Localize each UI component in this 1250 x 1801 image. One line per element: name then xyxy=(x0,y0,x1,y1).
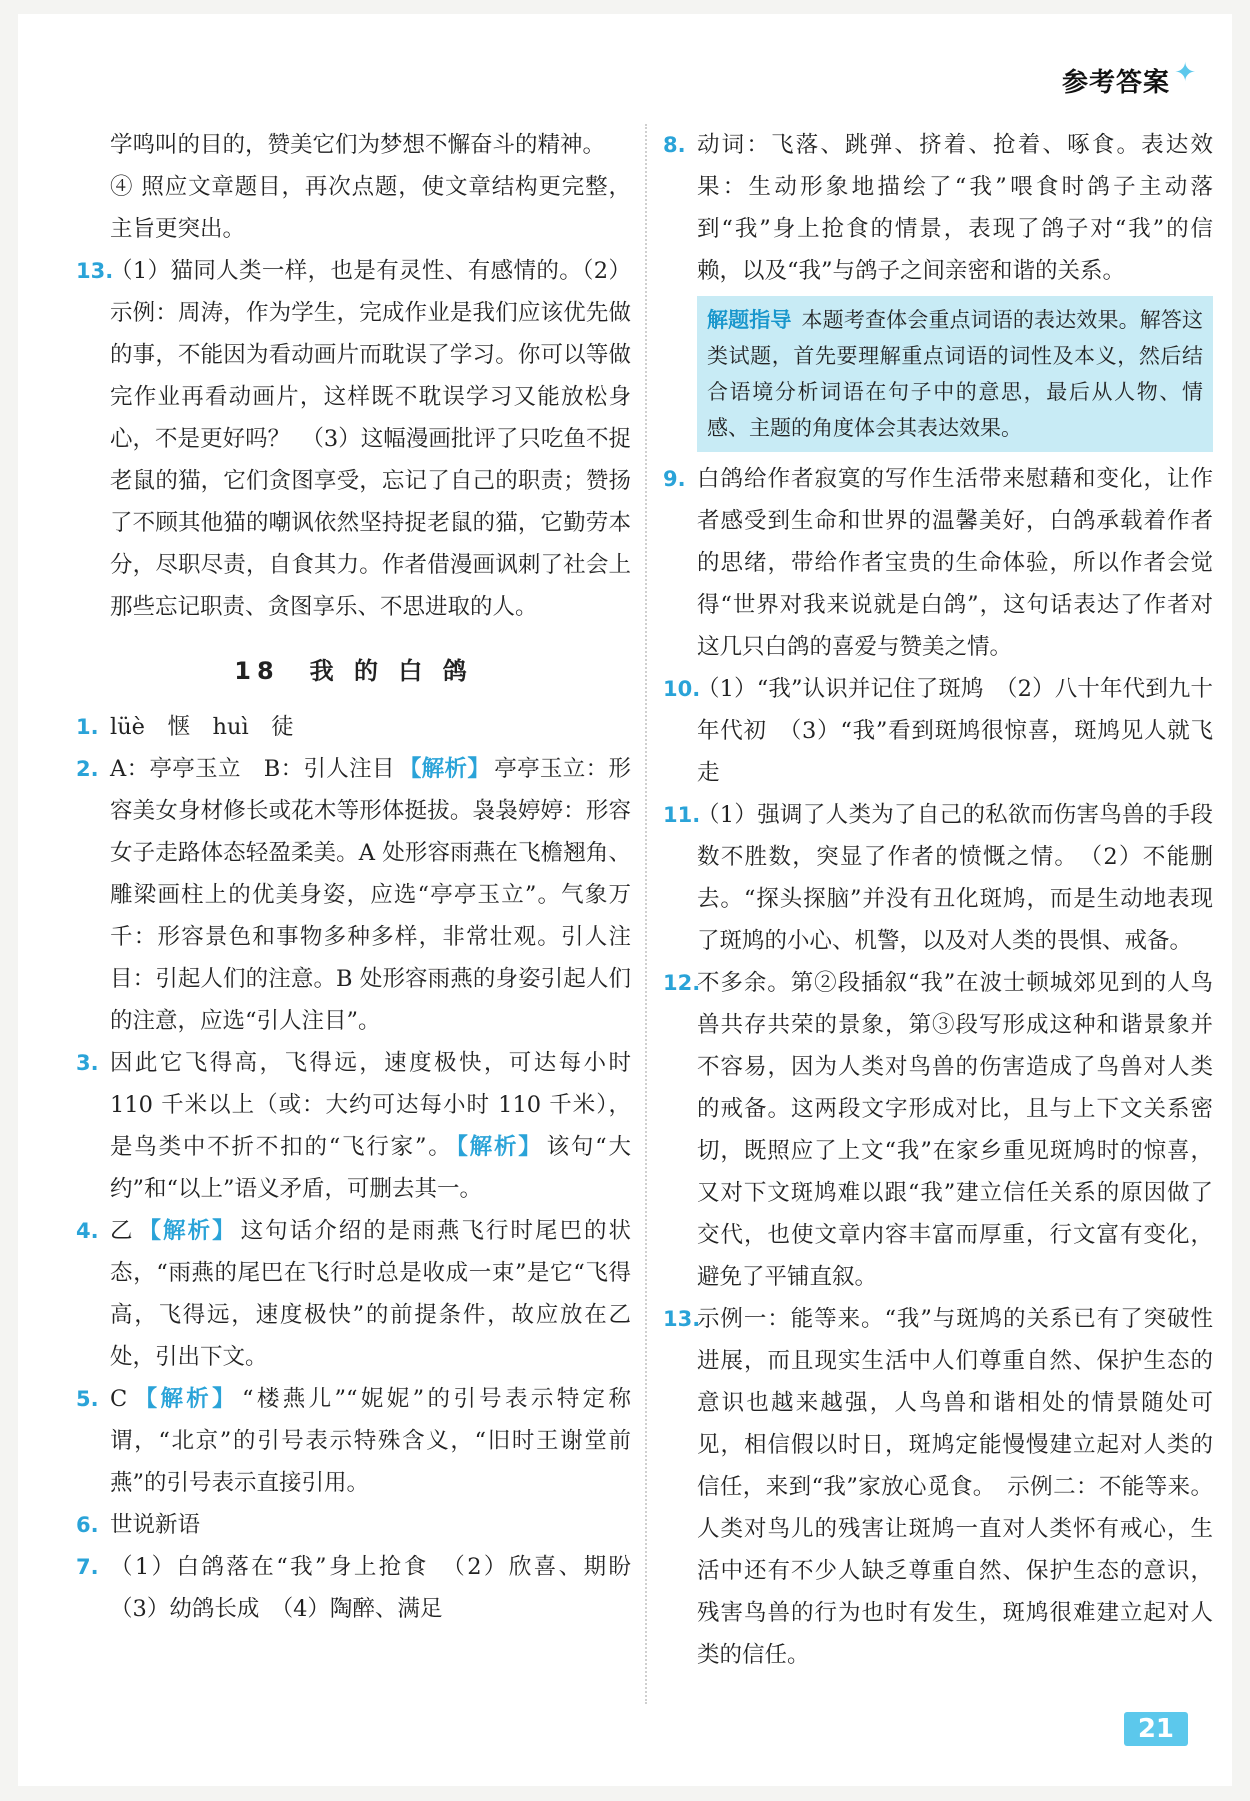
item-number: 5. xyxy=(76,1387,99,1411)
item-text: （1）“我”认识并记住了斑鸠 （2）八十年代到九十年代初 （3）“我”看到斑鸠很惊喜，斑鸠见人就飞走 xyxy=(697,676,1213,786)
item-text: （1）强调了人类为了自己的私欲而伤害鸟兽的手段数不胜数，突显了作者的愤慨之情。 （2）不能删去。“探头探脑”并没有丑化斑鸠，而是生动地表现了斑鸠的小心、机警，以及对人类的畏惧、戒备。 xyxy=(697,802,1213,954)
sparkle-icon: ✦ xyxy=(1174,58,1196,88)
tip-label: 解题指导 xyxy=(707,308,792,332)
item-text: 白鸽给作者寂寞的写作生活带来慰藉和变化，让作者感受到生命和世界的温馨美好，白鸽承载着作者的思绪，带给作者宝贵的生命体验，所以作者会觉得“世界对我来说就是白鸽”，这句话表达了作者对这几只白鸽的喜爱与赞美之情。 xyxy=(697,466,1213,660)
answer-item-10 xyxy=(663,668,1213,794)
right-column xyxy=(663,124,1213,1676)
answer-item-4 xyxy=(76,1210,631,1378)
analysis-text: “楼燕儿”“妮妮”的引号表示特定称谓，“北京”的引号表示特殊含义，“旧时王谢堂前燕”的引号表示直接引用。 xyxy=(110,1386,631,1496)
answer-continuation-1: 学鸣叫的目的，赞美它们为梦想不懈奋斗的精神。 xyxy=(110,132,606,158)
item-text: 动词：飞落、跳弹、挤着、抢着、啄食。表达效果：生动形象地描绘了“我”喂食时鸽子主动落到“我”身上抢食的情景，表现了鸽子对“我”的信赖，以及“我”与鸽子之间亲密和谐的关系。 xyxy=(697,132,1213,284)
item-number: 6. xyxy=(76,1513,99,1537)
answer-page xyxy=(18,14,1232,1786)
answer-item-13a xyxy=(76,250,631,628)
item-text: 示例一：能等来。“我”与斑鸠的关系已有了突破性进展，而且现实生活中人们尊重自然、保护生态的意识也越来越强，人鸟兽和谐相处的情景随处可见，相信假以时日，斑鸠定能慢慢建立起对人类的信任，来到“我”家放心觅食。 示例二：不能等来。人类对鸟儿的残害让斑鸠一直对人类怀有戒心，生活中还有不少人缺乏尊重自然、保护生态的意识，残害鸟兽的行为也时有发生，斑鸠很难建立起对人类的信任。 xyxy=(697,1306,1213,1668)
item-text: C xyxy=(110,1386,128,1412)
tip-box xyxy=(697,296,1213,452)
item-number: 10. xyxy=(663,677,701,701)
analysis-text: 这句话介绍的是雨燕飞行时尾巴的状态，“雨燕的尾巴在飞行时总是收成一束”是它“飞得高，飞得远，速度极快”的前提条件，故应放在乙处，引出下文。 xyxy=(110,1218,631,1370)
answer-item-5 xyxy=(76,1378,631,1504)
answer-item-7 xyxy=(76,1546,654,1630)
item-number: 12. xyxy=(663,971,701,995)
analysis-tag: 【解析】 xyxy=(138,1218,237,1244)
answer-item-11 xyxy=(663,794,1213,962)
analysis-text: 该句“大约”和“以上”语义矛盾，可删去其一。 xyxy=(110,1134,631,1202)
column-divider xyxy=(645,124,647,1704)
item-text: A：亭亭玉立 B：引人注目 xyxy=(110,756,395,782)
page-number: 21 xyxy=(1124,1712,1188,1746)
answer-item-2 xyxy=(76,748,631,1042)
item-text: （1）白鸽落在“我”身上抢食 （2）欣喜、期盼 （3）幼鸽长成 （4）陶醉、满足 xyxy=(110,1554,654,1622)
answer-item-13b xyxy=(663,1298,1213,1676)
item-number: 9. xyxy=(663,467,686,491)
analysis-tag: 【解析】 xyxy=(398,756,491,782)
item-text: 世说新语 xyxy=(110,1512,201,1538)
analysis-tag: 【解析】 xyxy=(456,1134,543,1160)
analysis-tag: 【解析】 xyxy=(131,1386,239,1412)
answer-item-6 xyxy=(76,1504,631,1546)
answer-continuation-2: ④ 照应文章题目，再次点题，使文章结构更完整，主旨更突出。 xyxy=(110,174,631,242)
item-text: 不多余。第②段插叙“我”在波士顿城郊见到的人鸟兽共存共荣的景象，第③段写形成这种和谐景象并不容易，因为人类对鸟兽的伤害造成了鸟兽对人类的戒备。这两段文字形成对比，且与上下文关系密切，既照应了上文“我”在家乡重见斑鸠时的惊喜，又对下文斑鸠难以跟“我”建立信任关系的原因做了交代，也使文章内容丰富而厚重，行文富有变化，避免了平铺直叙。 xyxy=(697,970,1213,1290)
item-number: 4. xyxy=(76,1219,99,1243)
item-number: 3. xyxy=(76,1051,99,1075)
left-column xyxy=(76,124,654,1630)
item-text: （1）猫同人类一样，也是有灵性、有感情的。（2）示例：周涛，作为学生，完成作业是我们应该优先做的事，不能因为看动画片而耽误了学习。你可以等做完作业再看动画片，这样既不耽误学习又能放松身心，不是更好吗？ （3）这幅漫画批评了只吃鱼不捉老鼠的猫，它们贪图享受，忘记了自己的职责；赞扬了不顾其他猫的嘲讽依然坚持捉老鼠的猫，它勤劳本分，尽职尽责，自食其力。作者借漫画讽刺了社会上那些忘记职责、贪图享乐、不思进取的人。 xyxy=(110,258,631,620)
analysis-text: 亭亭玉立：形容美女身材修长或花木等形体挺拔。袅袅婷婷：形容女子走路体态轻盈柔美。A 处形容雨燕在飞檐翘角、雕梁画柱上的优美身姿，应选“亭亭玉立”。气象万千：形容景色和事物多种多样，非常壮观。引人注目：引起人们的注意。B 处形容雨燕的身姿引起人们的注意，应选“引人注目”。 xyxy=(110,756,631,1034)
item-number: 13. xyxy=(76,259,114,283)
answer-item-8 xyxy=(663,124,1213,292)
answer-item-9 xyxy=(663,458,1213,668)
item-number: 7. xyxy=(76,1555,99,1579)
section-title: 18 我 的 白 鸽 xyxy=(234,657,473,685)
item-number: 13. xyxy=(663,1307,701,1331)
item-text: lüè 惬 huì 徒 xyxy=(110,714,294,740)
answer-item-1 xyxy=(76,706,631,748)
item-number: 11. xyxy=(663,803,701,827)
tip-text: 本题考查体会重点词语的表达效果。解答这类试题，首先要理解重点词语的词性及本义，然后结合语境分析词语在句子中的意思，最后从人物、情感、主题的角度体会其表达效果。 xyxy=(707,308,1203,440)
item-text: 乙 xyxy=(110,1218,135,1244)
item-number: 8. xyxy=(663,133,686,157)
answer-item-3 xyxy=(76,1042,631,1210)
item-number: 1. xyxy=(76,715,99,739)
answer-item-12 xyxy=(663,962,1213,1298)
item-text: 因此它飞得高，飞得远，速度极快，可达每小时 110 千米以上（或：大约可达每小时 110 千米），是鸟类中不折不扣的“飞行家”。 xyxy=(110,1050,631,1160)
header-title: 参考答案 xyxy=(1061,68,1170,98)
item-number: 2. xyxy=(76,757,99,781)
